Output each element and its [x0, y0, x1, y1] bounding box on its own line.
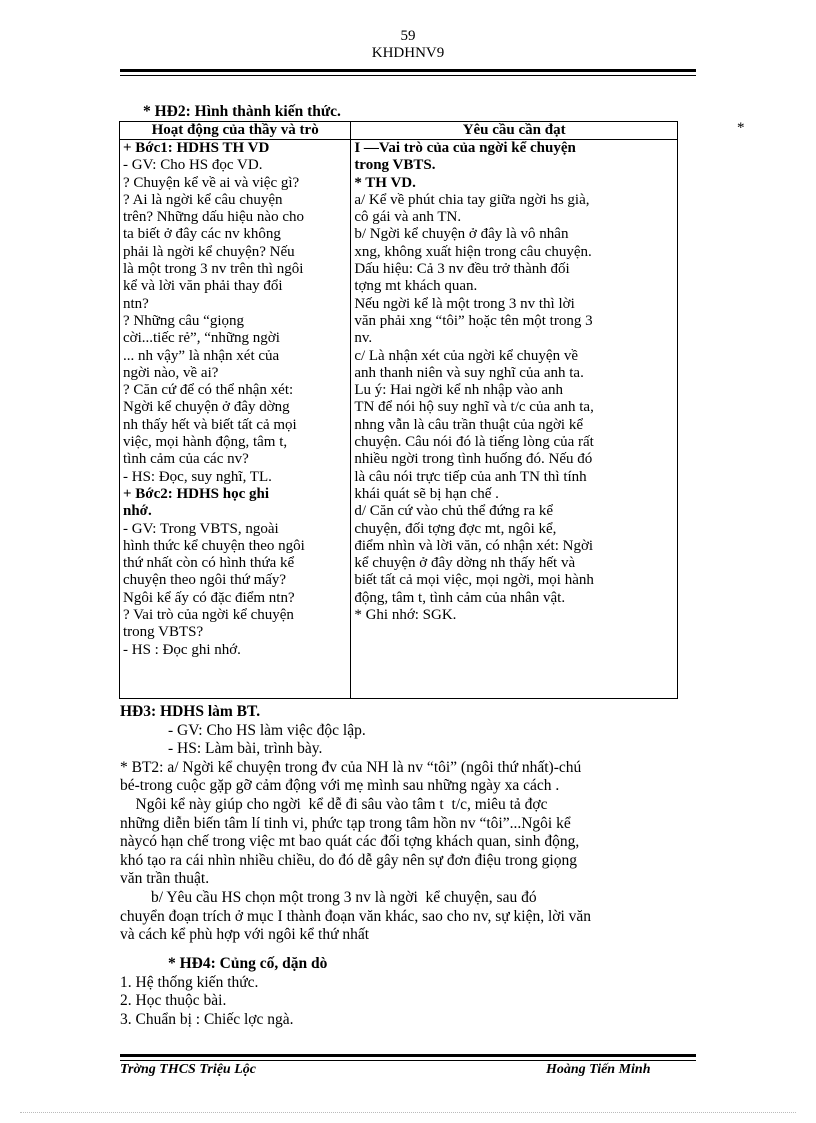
right-line: nhiều ngời trong tình huống đó. Nếu đó: [354, 451, 593, 468]
section-hd3-title: HĐ3: HDHS làm BT.: [120, 703, 261, 720]
right-line: khái quát sẽ bị hạn chế .: [354, 485, 499, 502]
hd4-item: 3. Chuẩn bị : Chiếc lợc ngà.: [120, 1010, 294, 1028]
hd3-line: khó tạo ra cái nhìn nhiều chiều, do đó dễ gây nên sự đơn điệu trong giọng: [120, 851, 577, 869]
hd4-item: 2. Học thuộc bài.: [120, 992, 227, 1010]
left-line: ? Vai trò của ngời kể chuyện: [123, 607, 294, 624]
footer-school: Trờng THCS Triệu Lộc: [120, 1062, 256, 1077]
right-line: nhng vẫn là câu trần thuật của ngời kể: [354, 416, 583, 433]
left-line: tình cảm của các nv?: [123, 451, 249, 468]
right-line: * TH VD.: [354, 174, 416, 191]
left-line: cời...tiếc rẻ”, “những ngời: [123, 330, 280, 347]
right-line: trong VBTS.: [354, 157, 436, 174]
left-line: - HS: Đọc, suy nghĩ, TL.: [123, 468, 272, 485]
left-line: là một trong 3 nv trên thì ngôi: [123, 261, 304, 278]
col-header-activities: Hoạt động của thầy và trò: [120, 122, 351, 140]
left-line: ... nh vậy” là nhận xét của: [123, 347, 280, 364]
right-line: TN để nói hộ suy nghĩ và t/c của anh ta,: [354, 399, 594, 416]
hd3-line: - GV: Cho HS làm việc độc lập.: [168, 721, 366, 739]
right-line: kể chuyện ở đây dờng nh thấy hết và: [354, 555, 576, 572]
left-line: - HS : Đọc ghi nhớ.: [123, 641, 241, 658]
right-line: biết tất cả mọi việc, mọi ngời, mọi hành: [354, 572, 594, 589]
left-line: ? Căn cứ để có thể nhận xét:: [123, 382, 294, 399]
hd3-line: Ngôi kể này giúp cho ngời kể dễ đi sâu vào tâm t t/c, miêu tả đợc: [120, 795, 548, 813]
col-header-requirements: Yêu cầu cần đạt: [351, 122, 678, 140]
right-line: I —Vai trò của của ngời kể chuyện: [354, 140, 576, 156]
right-line: xng, không xuất hiện trong câu chuyện.: [354, 243, 592, 260]
left-line: trên? Những dấu hiệu nào cho: [123, 209, 304, 226]
right-line: chuyện. Câu nói đó là tiếng lòng của rất: [354, 434, 594, 451]
hd3-line: b/ Yêu cầu HS chọn một trong 3 nv là ngời kể chuyện, sau đó: [120, 888, 537, 906]
section-hd4: [120, 955, 680, 1029]
right-line: Nếu ngời kể là một trong 3 nv thì lời: [354, 295, 575, 312]
right-line: d/ Căn cứ vào chủ thể đứng ra kể: [354, 503, 554, 520]
left-line: kể và lời văn phải thay đổi: [123, 278, 283, 295]
section-hd3: [120, 703, 680, 945]
section-hd4-title: * HĐ4: Củng cố, dặn dò: [168, 955, 328, 972]
left-line: - GV: Cho HS đọc VD.: [123, 157, 263, 174]
hd3-line: bé-trong cuộc gặp gỡ cảm động với mẹ mình sau những ngày xa cách .: [120, 777, 560, 795]
left-line: Ngôi kể ấy có đặc điểm ntn?: [123, 589, 295, 606]
right-line: văn phải xng “tôi” hoặc tên một trong 3: [354, 312, 593, 329]
left-line: ? Ai là ngời kể câu chuyện: [123, 191, 283, 208]
left-line: - GV: Trong VBTS, ngoài: [123, 520, 279, 537]
left-line: Ngời kể chuyện ở đây dờng: [123, 399, 290, 416]
hd3-line: nàycó hạn chế trong việc mt bao quát các đối tợng khách quan, sinh động,: [120, 833, 580, 851]
header-rule-thick: [120, 69, 696, 72]
right-line: điểm nhìn và lời văn, có nhận xét: Ngời: [354, 537, 594, 554]
right-line: tợng mt khách quan.: [354, 278, 478, 295]
left-line: + Bớc2: HDHS học ghi: [123, 485, 270, 502]
page-bottom-dotted-line: [20, 1112, 796, 1113]
left-line: ntn?: [123, 295, 149, 312]
page-number: 59: [400, 28, 416, 44]
right-line: c/ Là nhận xét của ngời kể chuyện về: [354, 347, 578, 364]
right-line: Dấu hiệu: Cả 3 nv đều trở thành đối: [354, 261, 570, 278]
left-line: ? Chuyện kể về ai và việc gì?: [123, 174, 300, 191]
right-line: chuyện, đối tợng đợc mt, ngôi kể,: [354, 520, 557, 537]
hd3-line: văn trần thuật.: [120, 870, 210, 888]
hd3-line: - HS: Làm bài, trình bày.: [168, 740, 323, 758]
margin-star: *: [737, 120, 745, 136]
hd4-item: 1. Hệ thống kiến thức.: [120, 973, 259, 991]
right-line: anh thanh niên và suy nghĩ của anh ta.: [354, 364, 584, 381]
section-hd2-title: * HĐ2: Hình thành kiến thức.: [143, 103, 341, 120]
left-line: thứ nhất còn có hình thứa kể: [123, 555, 295, 572]
hd3-line: chuyển đoạn trích ở mục I thành đoạn văn khác, sao cho nv, sự kiện, lời văn: [120, 907, 592, 925]
footer-author: Hoàng Tiến Minh: [546, 1062, 651, 1077]
right-line: cô gái và anh TN.: [354, 209, 462, 226]
requirements-cell: [351, 140, 678, 699]
left-line: ? Những câu “giọng: [123, 312, 245, 329]
header-rule-thin: [120, 75, 696, 76]
left-line: phải là ngời kể chuyện? Nếu: [123, 243, 295, 260]
right-line: động, tâm t, tình cảm của nhân vật.: [354, 589, 566, 606]
hd3-line: và cách kể phù hợp với ngôi kể thứ nhất: [120, 926, 370, 944]
right-line: b/ Ngời kể chuyện ở đây là vô nhân: [354, 226, 569, 243]
left-line: nhớ.: [123, 503, 152, 520]
table-header-row: [120, 122, 678, 140]
table-body-row: [120, 140, 678, 699]
activities-cell: [120, 140, 351, 699]
right-line: là câu nói trực tiếp của anh TN thì tính: [354, 468, 587, 485]
footer-rule-thin: [120, 1060, 696, 1061]
left-line: ngời nào, về ai?: [123, 364, 219, 381]
left-line: + Bớc1: HDHS TH VD: [123, 140, 270, 156]
footer-rule-thick: [120, 1054, 696, 1057]
activity-table: [119, 121, 678, 699]
left-line: chuyện theo ngôi thứ mấy?: [123, 572, 287, 589]
left-line: việc, mọi hành động, tâm t,: [123, 434, 288, 451]
right-line: * Ghi nhớ: SGK.: [354, 607, 457, 624]
left-line: trong VBTS?: [123, 624, 204, 641]
left-line: nh thấy hết và biết tất cả mọi: [123, 416, 297, 433]
left-line: ta biết ở đây các nv không: [123, 226, 281, 243]
document-code: KHDHNV9: [371, 45, 445, 61]
right-line: Lu ý: Hai ngời kể nh nhập vào anh: [354, 382, 564, 399]
hd3-line: những diễn biến tâm lí tinh vi, phức tạp trong tâm hồn nv “tôi”...Ngôi kể: [120, 814, 571, 832]
right-line: nv.: [354, 330, 373, 347]
right-line: a/ Kể về phút chia tay giữa ngời hs già,: [354, 191, 590, 208]
left-line: hình thức kể chuyện theo ngôi: [123, 537, 305, 554]
hd3-line: * BT2: a/ Ngời kể chuyện trong đv của NH là nv “tôi” (ngôi thứ nhất)-chú: [120, 758, 582, 776]
